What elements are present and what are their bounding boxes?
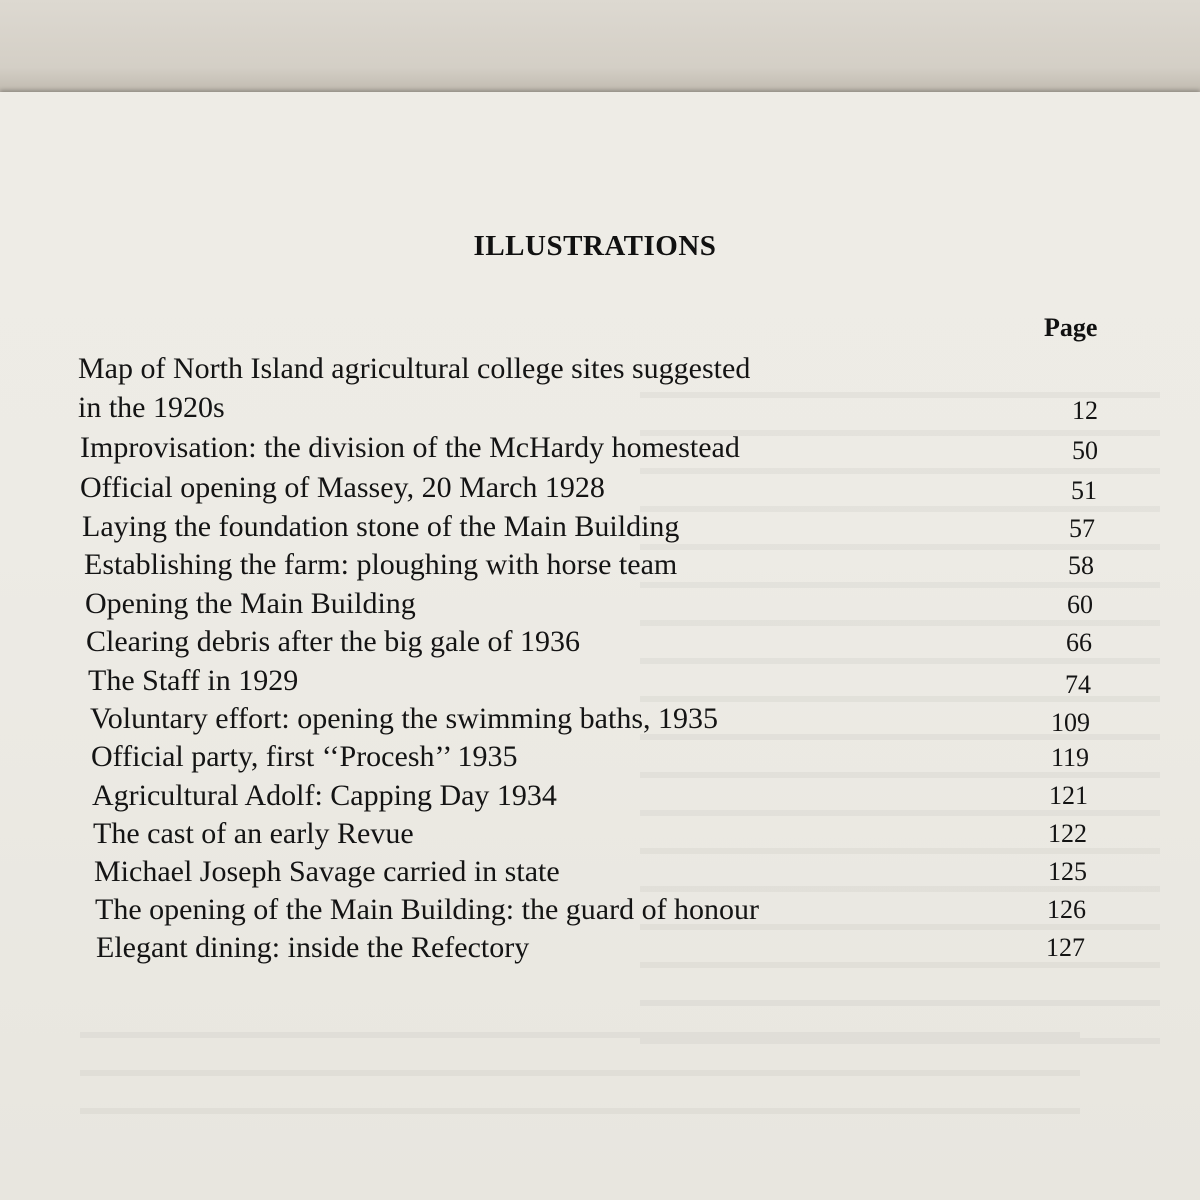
list-item-page: 12: [1072, 396, 1098, 425]
list-item-page: 66: [1066, 628, 1092, 657]
list-item-page: 74: [1065, 670, 1091, 699]
list-item-title: Opening the Main Building: [85, 587, 416, 620]
list-item-title: Improvisation: the division of the McHardy homestead: [80, 431, 740, 464]
list-item-title-continued: in the 1920s: [78, 391, 225, 424]
list-item-title: Laying the foundation stone of the Main Building: [82, 510, 680, 543]
section-heading: ILLUSTRATIONS: [473, 230, 717, 262]
list-item-page: 121: [1049, 781, 1088, 810]
list-item-title: Official opening of Massey, 20 March 1928: [80, 471, 605, 504]
list-item-page: 57: [1069, 514, 1095, 543]
list-item-page: 60: [1067, 590, 1093, 619]
list-item-page: 125: [1048, 857, 1087, 886]
list-item-page: 127: [1046, 933, 1085, 962]
list-item-title: The Staff in 1929: [88, 664, 299, 697]
list-item-title: Clearing debris after the big gale of 1936: [86, 625, 581, 658]
list-item-page: 122: [1048, 819, 1087, 848]
list-item-title: Elegant dining: inside the Refectory: [96, 931, 530, 964]
list-item-title: Voluntary effort: opening the swimming baths, 1935: [90, 702, 718, 735]
list-item-title: Map of North Island agricultural college sites suggested: [78, 352, 751, 385]
list-item-page: 58: [1068, 551, 1094, 580]
list-item-title: Michael Joseph Savage carried in state: [94, 855, 560, 888]
list-item-page: 126: [1047, 895, 1086, 924]
list-item-title: Agricultural Adolf: Capping Day 1934: [92, 779, 557, 812]
list-item-page: 51: [1071, 476, 1097, 505]
list-item-title: Establishing the farm: ploughing with horse team: [84, 548, 678, 581]
list-item-page: 50: [1072, 436, 1098, 465]
page-column-label: Page: [1044, 313, 1098, 342]
list-item-page: 119: [1050, 743, 1089, 772]
list-item-title: The cast of an early Revue: [93, 817, 414, 850]
list-item-page: 109: [1051, 708, 1090, 737]
list-item-title: The opening of the Main Building: the guard of honour: [95, 893, 760, 926]
list-item-title: Official party, first ‘‘Procesh’’ 1935: [91, 740, 518, 773]
